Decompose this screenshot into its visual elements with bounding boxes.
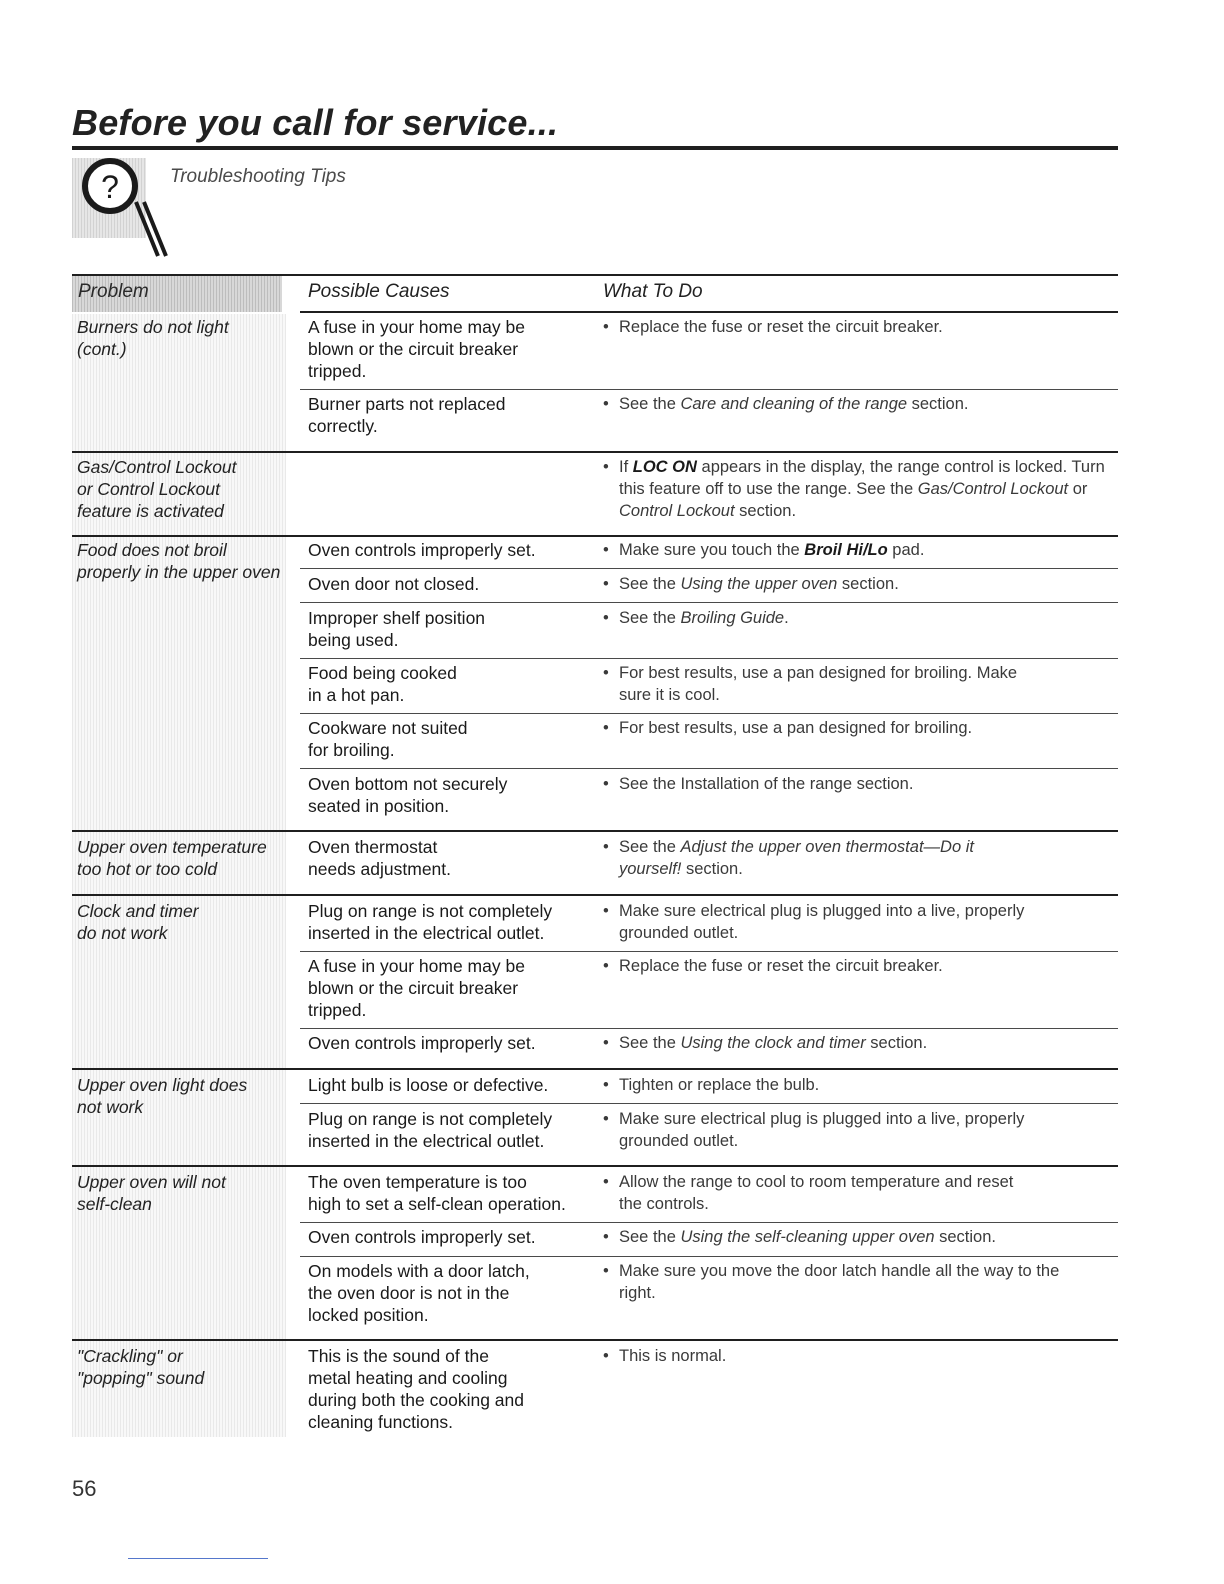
page-title: Before you call for service... [72,102,559,143]
todo-text: • Tighten or replace the bulb. [603,1074,1119,1096]
row-divider [300,768,1118,769]
problem-label: Upper oven light does not work [77,1075,248,1117]
todo-text: • See the Installation of the range section. [603,773,1119,795]
cause-text: Oven controls improperly set. [308,1227,536,1247]
todo-text: • See the Adjust the upper oven thermostat—Do it yourself! section. [603,836,1019,880]
cause-text: Oven bottom not securely seated in position. [308,774,508,816]
todo-text: • See the Care and cleaning of the range section. [603,393,1119,415]
row-divider [300,658,1118,659]
todo-text: • Make sure you move the door latch handle all the way to the right. [603,1260,1069,1304]
cause-text: Improper shelf position being used. [308,608,486,650]
todo-text: • Replace the fuse or reset the circuit breaker. [603,316,1119,338]
row-divider [300,951,1118,952]
todo-text: • For best results, use a pan designed for broiling. [603,717,1119,739]
cause-text: On models with a door latch, the oven door is not in the locked position. [308,1261,530,1325]
todo-text: • This is normal. [603,1345,1119,1367]
row-divider [300,389,1118,390]
section-subtitle: Troubleshooting Tips [170,166,346,187]
cause-text: A fuse in your home may be blown or the circuit breaker tripped. [308,956,525,1020]
row-divider [300,713,1118,714]
todo-text: • See the Broiling Guide. [603,607,1119,629]
cause-text: The oven temperature is too high to set a self-clean operation. [308,1172,566,1214]
problem-label: Upper oven temperature too hot or too cold [77,837,267,879]
cause-text: Burner parts not replaced correctly. [308,394,506,436]
todo-text: • Make sure you touch the Broil Hi/Lo pad. [603,539,1119,561]
problem-header-label: Problem [78,281,149,302]
cause-text: Oven controls improperly set. [308,1033,536,1053]
row-divider [300,1256,1118,1257]
todo-text: • See the Using the upper oven section. [603,573,1119,595]
cause-text: Cookware not suited for broiling. [308,718,468,760]
problem-label: Gas/Control Lockout or Control Lockout feature is activated [77,457,237,521]
cause-text: A fuse in your home may be blown or the circuit breaker tripped. [308,317,525,381]
row-divider [300,1222,1118,1223]
todo-column-header: What To Do [603,281,703,302]
cause-text: Oven controls improperly set. [308,540,536,560]
footer-rule [128,1558,268,1559]
problem-label: Food does not broil properly in the upper oven [77,540,281,582]
todo-text: • For best results, use a pan designed for broiling. Make sure it is cool. [603,662,1029,706]
page-number: 56 [72,1476,97,1501]
cause-text: Light bulb is loose or defective. [308,1075,549,1095]
problem-label: Burners do not light (cont.) [77,317,229,359]
todo-text: • Allow the range to cool to room temperature and reset the controls. [603,1171,1029,1215]
magnifier-question-icon [74,156,184,268]
problem-column-header [72,276,282,312]
cause-text: Oven thermostat needs adjustment. [308,837,452,879]
problem-label: Clock and timer do not work [77,901,199,943]
table-header-bottom-rule [300,311,1118,313]
todo-text: • Replace the fuse or reset the circuit breaker. [603,955,1119,977]
cause-text: Plug on range is not completely inserted in the electrical outlet. [308,1109,553,1151]
problem-label: Upper oven will not self-clean [77,1172,226,1214]
todo-text: • See the Using the clock and timer section. [603,1032,1119,1054]
todo-text: • Make sure electrical plug is plugged into a live, properly grounded outlet. [603,900,1069,944]
todo-text: • If LOC ON appears in the display, the range control is locked. Turn this feature off to use the range. See the Gas/Control Lockout or Control Lockout section. [603,456,1119,522]
cause-text: This is the sound of the metal heating and cooling during both the cooking and cleaning functions. [308,1346,524,1432]
row-divider [300,568,1118,569]
todo-text: • See the Using the self-cleaning upper oven section. [603,1226,1119,1248]
cause-text: Food being cooked in a hot pan. [308,663,457,705]
todo-text: • Make sure electrical plug is plugged into a live, properly grounded outlet. [603,1108,1069,1152]
row-divider [300,1028,1118,1029]
causes-column-header: Possible Causes [308,281,450,302]
svg-text:?: ? [101,169,119,205]
row-divider [300,602,1118,603]
problem-label: "Crackling" or "popping" sound [77,1346,205,1388]
cause-text: Plug on range is not completely inserted in the electrical outlet. [308,901,553,943]
row-divider [300,1103,1118,1104]
title-rule [72,146,1118,150]
cause-text: Oven door not closed. [308,574,480,594]
